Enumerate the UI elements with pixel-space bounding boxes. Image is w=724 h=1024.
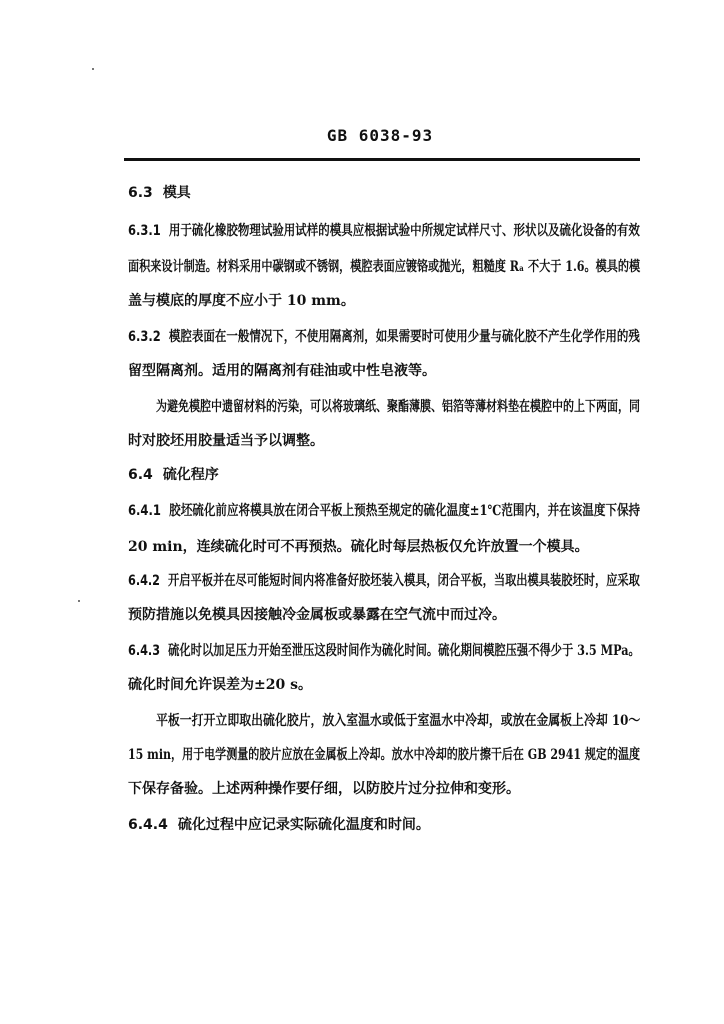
paragraph-text: 下保存备验。上述两种操作要仔细，以防胶片过分拉伸和变形。 <box>128 781 520 797</box>
clause-text: 硫化时以加足压力开始至泄压这段时间作为硫化时间。硫化期间模腔压强不得少于 3.5 MPa。 <box>168 643 640 659</box>
clause-line <box>128 572 640 590</box>
clause-number: 6.4.4 <box>128 817 168 833</box>
clause-text: 面积来设计制造。材料采用中碳钢或不锈钢，模腔表面应镀铬或抛光，粗糙度 Rₐ 不大于 1.6。模具的模 <box>128 259 641 275</box>
clause-text: 开启平板并在尽可能短时间内将准备好胶坯装入模具，闭合平板，当取出模具装胶坯时，应采取 <box>168 573 640 589</box>
paragraph-text: 平板一打开立即取出硫化胶片，放入室温水或低于室温水中冷却，或放在金属板上冷却 10～ <box>156 713 641 729</box>
clause-text: 盖与模底的厚度不应小于 10 mm。 <box>128 293 355 309</box>
section-heading-6-3 <box>128 184 191 202</box>
clause-text: 硫化程序 <box>162 467 219 483</box>
clause-text: 硫化过程中应记录实际硫化温度和时间。 <box>177 817 430 833</box>
paragraph-line <box>128 780 520 798</box>
standard-code-header: GB 6038-93 <box>326 126 434 145</box>
clause-line <box>128 328 640 346</box>
clause-line <box>128 502 640 520</box>
clause-text: 模腔表面在一般情况下，不使用隔离剂，如果需要时可使用少量与硫化胶不产生化学作用的残 <box>168 329 640 345</box>
clause-number: 6.4.3 <box>128 643 161 659</box>
clause-text: 预防措施以免模具因接触冷金属板或暴露在空气流中而过冷。 <box>128 607 506 623</box>
clause-line <box>128 222 640 240</box>
clause-line <box>128 676 312 694</box>
clause-text: 20 min，连续硫化时可不再预热。硫化时每层热板仅允许放置一个模具。 <box>128 539 589 555</box>
scan-speck <box>92 68 94 70</box>
clause-number: 6.4 <box>128 467 153 483</box>
clause-line <box>128 642 640 660</box>
paragraph-line <box>128 746 640 764</box>
clause-text: 留型隔离剂。适用的隔离剂有硅油或中性皂液等。 <box>128 363 436 379</box>
clause-number: 6.3 <box>128 185 153 201</box>
section-heading-6-4 <box>128 466 219 484</box>
clause-number: 6.4.1 <box>128 503 161 519</box>
clause-number: 6.3.2 <box>128 329 161 345</box>
clause-line <box>128 606 506 624</box>
paragraph-text: 时对胶坯用胶量适当予以调整。 <box>128 433 324 449</box>
paragraph-text: 为避免模腔中遗留材料的污染，可以将玻璃纸、聚酯薄膜、铝箔等薄材料垫在模腔中的上下两面，同 <box>156 399 640 415</box>
clause-line <box>128 538 589 556</box>
paragraph-line <box>156 712 640 730</box>
paragraph-line <box>128 432 324 450</box>
clause-text: 用于硫化橡胶物理试验用试样的模具应根据试验中所规定试样尺寸、形状以及硫化设备的有效 <box>168 223 640 239</box>
clause-line <box>128 258 640 276</box>
clause-text: 胶坯硫化前应将模具放在闭合平板上预热至规定的硫化温度±1℃范围内，并在该温度下保持 <box>169 503 641 519</box>
paragraph-text: 15 min，用于电学测量的胶片应放在金属板上冷却。放水中冷却的胶片擦干后在 GB 2941 规定的温度 <box>128 747 641 763</box>
clause-number: 6.4.2 <box>128 573 160 589</box>
clause-line <box>128 816 430 834</box>
clause-text: 模具 <box>162 185 191 201</box>
clause-line <box>128 292 355 310</box>
header-rule <box>124 158 640 161</box>
clause-line <box>128 362 436 380</box>
clause-number: 6.3.1 <box>128 223 161 239</box>
paragraph-line <box>156 398 640 416</box>
clause-text: 硫化时间允许误差为±20 s。 <box>128 677 312 693</box>
scan-speck <box>78 600 80 602</box>
